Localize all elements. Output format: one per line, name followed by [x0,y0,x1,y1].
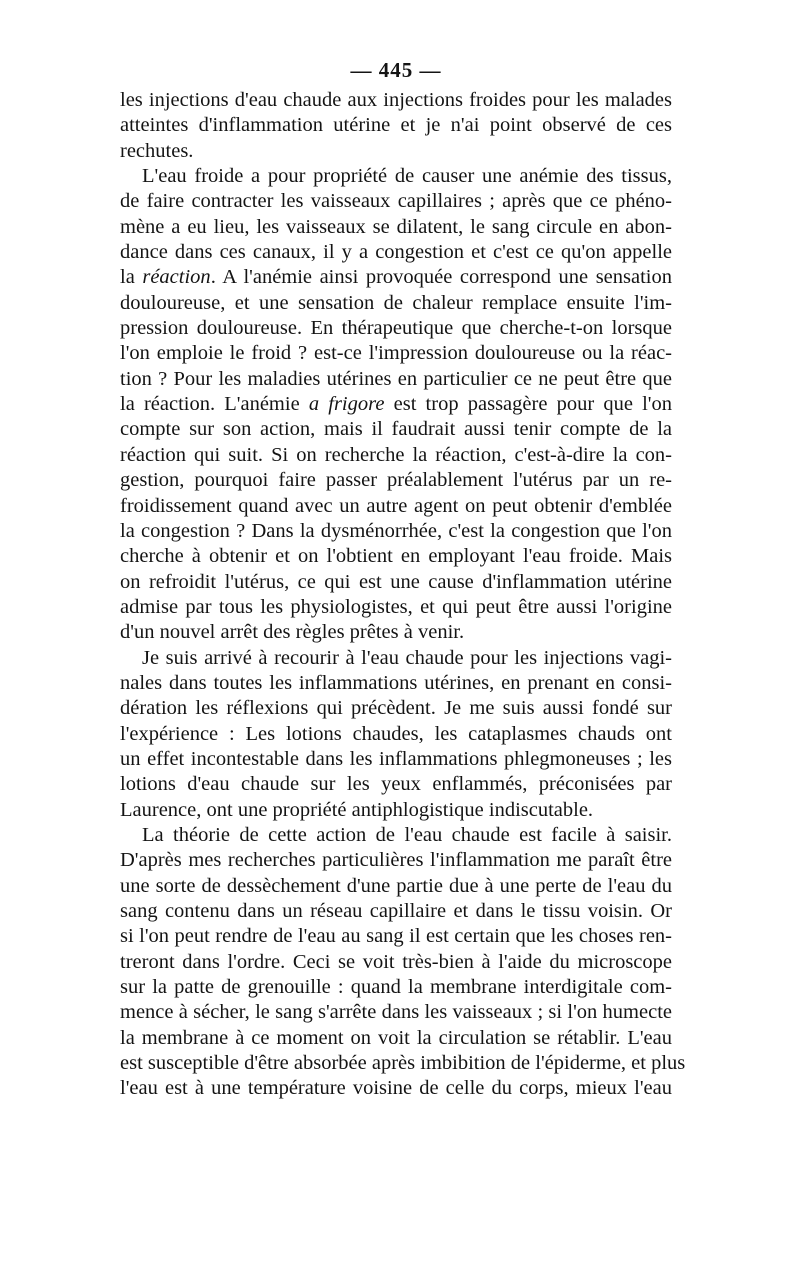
text-line: une sorte de dessèchement d'une partie due à une perte de l'eau du [120,874,672,897]
text-line: est susceptible d'être absorbée après imbibition de l'épiderme, et plus [120,1052,686,1075]
page-number: — 445 — [350,58,442,82]
paragraph [120,88,672,164]
text-line: nales dans toutes les inflammations utérines, en prenant en consi- [120,671,672,694]
paragraph [120,164,672,646]
text-line: Laurence, ont une propriété antiphlogistique indiscutable. [120,798,594,821]
text-line: Je suis arrivé à recourir à l'eau chaude pour les injections vagi- [142,646,672,669]
text-line: de faire contracter les vaisseaux capillaires ; après que ce phéno- [120,190,672,213]
text-line: la congestion ? Dans la dysménorrhée, c'est la congestion que l'on [120,519,672,542]
text-line: rechutes. [120,139,194,162]
text-line: tion ? Pour les maladies utérines en particulier ce ne peut être que [120,367,672,390]
text-line: sang contenu dans un réseau capillaire et dans le tissu voisin. Or [120,900,672,922]
text-line: compte sur son action, mais il faudrait aussi tenir compte de la [120,418,672,441]
text-body [120,88,686,1102]
text-line: L'eau froide a pour propriété de causer une anémie des tissus, [142,165,672,188]
text-line: mence à sécher, le sang s'arrête dans les vaisseaux ; si l'on humecte [120,1001,672,1024]
text-line: si l'on peut rendre de l'eau au sang il est certain que les choses ren- [120,925,672,948]
text-line: l'expérience : Les lotions chaudes, les cataplasmes chauds ont [120,722,672,745]
text-line: la membrane à ce moment on voit la circulation se rétablir. L'eau [120,1026,672,1049]
text-line: dance dans ces canaux, il y a congestion et c'est ce qu'on appelle [120,241,672,264]
text-line: d'un nouvel arrêt des règles prêtes à venir. [120,621,465,644]
text-line: réaction qui suit. Si on recherche la réaction, c'est-à-dire la con- [120,443,672,466]
text-line: les injections d'eau chaude aux injections froides pour les malades [120,89,672,111]
text-line: lotions d'eau chaude sur les yeux enflammés, préconisées par [120,773,672,796]
text-line: un effet incontestable dans les inflammations phlegmoneuses ; les [120,747,672,770]
text-line: sur la patte de grenouille : quand la membrane interdigitale com- [120,976,672,999]
text-line: douloureuse, et une sensation de chaleur remplace ensuite l'im- [120,291,672,314]
text-line: on refroidit l'utérus, ce qui est une cause d'inflammation utérine [120,570,672,593]
text-line: D'après mes recherches particulières l'inflammation me paraît être [120,849,672,872]
text-line: atteintes d'inflammation utérine et je n'ai point observé de ces [120,114,672,137]
text-line: treront dans l'ordre. Ceci se voit très-bien à l'aide du microscope [120,950,672,973]
text-line: La théorie de cette action de l'eau chaude est facile à saisir. [142,823,672,846]
text-line: gestion, pourquoi faire passer préalablement l'utérus par un re- [120,469,672,492]
paragraph [120,823,686,1102]
text-line: la réaction. A l'anémie ainsi provoquée correspond une sensation [120,266,673,289]
text-line: cherche à obtenir et on l'obtient en employant l'eau froide. Mais [120,545,672,568]
text-line: dération les réflexions qui précèdent. Je me suis aussi fondé sur [120,697,672,720]
text-line: l'eau est à une température voisine de celle du corps, mieux l'eau [120,1077,672,1100]
text-line: admise par tous les physiologistes, et qui peut être aussi l'origine [120,595,672,618]
book-page [120,54,686,1102]
text-line: la réaction. L'anémie a frigore est trop passagère pour que l'on [120,393,672,416]
text-line: pression douloureuse. En thérapeutique que cherche-t-on lorsque [120,317,672,340]
paragraph [120,646,672,823]
text-line: mène a eu lieu, les vaisseaux se dilatent, le sang circule en abon- [120,215,672,238]
text-line: l'on emploie le froid ? est-ce l'impression douloureuse ou la réac- [120,342,672,365]
text-line: froidissement quand avec un autre agent on peut obtenir d'emblée [120,494,672,517]
